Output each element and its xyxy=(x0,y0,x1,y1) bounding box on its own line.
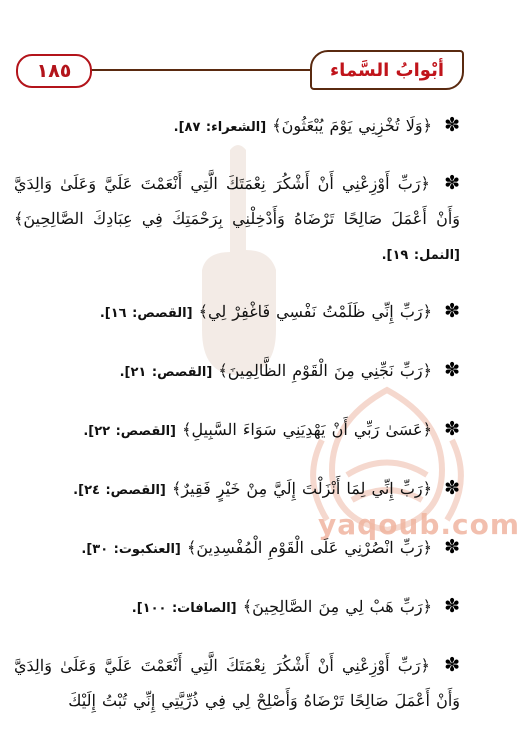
bullet-icon: ✽ xyxy=(444,172,461,194)
verse-reference: [الصافات: ١٠٠]. xyxy=(131,601,237,616)
bullet-icon: ✽ xyxy=(444,595,460,617)
bullet-icon: ✽ xyxy=(444,300,460,322)
verse-text: ﴿رَبِّ نَجِّنِي مِنَ الْقَوْمِ الظَّالِمِينَ﴾ xyxy=(218,361,432,380)
verse-reference: [القصص: ١٦]. xyxy=(99,306,193,321)
dua-item xyxy=(14,294,460,331)
page-header xyxy=(14,44,466,94)
dua-item xyxy=(14,648,460,720)
verse-reference: [القصص: ٢٢]. xyxy=(83,424,176,439)
bullet-icon: ✽ xyxy=(444,536,460,558)
bullet-icon: ✽ xyxy=(444,114,460,136)
verse-text: ﴿رَبِّ إِنِّي ظَلَمْتُ نَفْسِي فَاغْفِرْ لِي﴾ xyxy=(198,302,432,321)
dua-item xyxy=(14,353,460,390)
dua-item xyxy=(14,108,460,145)
bullet-icon: ✽ xyxy=(444,359,460,381)
verse-reference: [القصص: ٢١]. xyxy=(119,365,213,380)
bullet-icon: ✽ xyxy=(444,477,460,499)
watermark-site-text: yaqoub.com xyxy=(318,508,520,541)
verse-text: ﴿وَلَا تُخْزِنِي يَوْمَ يُبْعَثُونَ﴾ xyxy=(272,116,432,135)
verse-reference: [العنكبوت: ٣٠]. xyxy=(81,542,181,557)
bullet-icon: ✽ xyxy=(444,654,461,676)
verse-text: ﴿رَبِّ إِنِّي لِمَا أَنْزَلْتَ إِلَيَّ مِنْ خَيْرٍ فَقِيرٌ﴾ xyxy=(171,479,432,498)
verse-text: ﴿رَبِّ أَوْزِعْنِي أَنْ أَشْكُرَ نِعْمَتَكَ الَّتِي أَنْعَمْتَ عَلَيَّ وَعَلَىٰ وَالِدَيَّ وَأَنْ أَعْمَلَ صَالِحًا تَرْضَاهُ وَأَصْلِحْ لِي فِي ذُرِّيَّتِي إِنِّي تُبْتُ إِلَيْكَ xyxy=(14,656,460,710)
page-number-badge: ١٨٥ xyxy=(16,54,92,88)
verse-reference: [القصص: ٢٤]. xyxy=(73,483,166,498)
bullet-icon: ✽ xyxy=(444,418,460,440)
verse-text: ﴿رَبِّ انْصُرْنِي عَلَى الْقَوْمِ الْمُفْسِدِينَ﴾ xyxy=(186,538,432,557)
dua-item xyxy=(14,166,460,273)
dua-item xyxy=(14,589,460,626)
verse-reference: [النمل: ١٩]. xyxy=(381,248,460,263)
verse-text: ﴿رَبِّ هَبْ لِي مِنَ الصَّالِحِينَ﴾ xyxy=(242,597,432,616)
dua-item xyxy=(14,412,460,449)
dua-item xyxy=(14,471,460,508)
verse-reference: [الشعراء: ٨٧]. xyxy=(173,120,267,135)
chapter-title: أبْوابُ السَّماء xyxy=(310,50,464,90)
dua-item xyxy=(14,530,460,567)
dua-list xyxy=(14,108,460,741)
verse-text: ﴿رَبِّ أَوْزِعْنِي أَنْ أَشْكُرَ نِعْمَتَكَ الَّتِي أَنْعَمْتَ عَلَيَّ وَعَلَىٰ وَالِدَيَّ وَأَنْ أَعْمَلَ صَالِحًا تَرْضَاهُ وَأَدْخِلْنِي بِرَحْمَتِكَ فِي عِبَادِكَ الصَّالِحِينَ﴾ xyxy=(14,174,460,228)
verse-text: ﴿عَسَىٰ رَبِّي أَنْ يَهْدِيَنِي سَوَاءَ السَّبِيلِ﴾ xyxy=(182,420,432,439)
header-rule xyxy=(74,69,326,71)
